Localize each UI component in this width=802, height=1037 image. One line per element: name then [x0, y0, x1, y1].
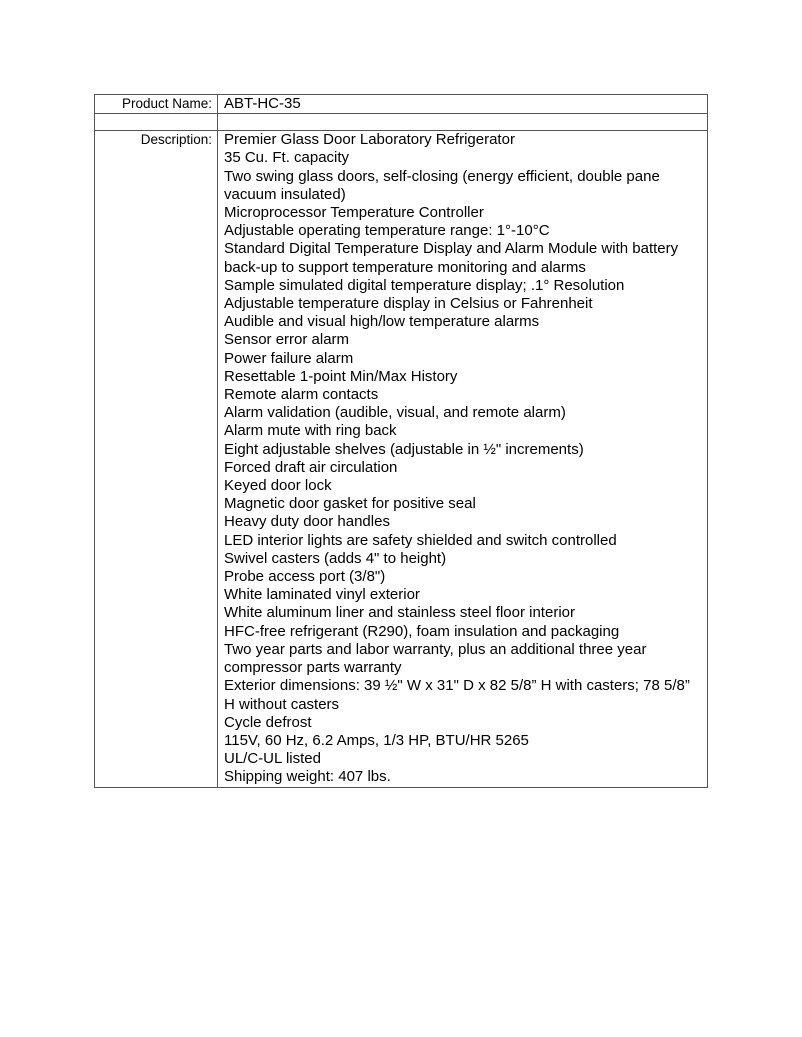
description-line: Eight adjustable shelves (adjustable in ½" increments): [224, 440, 584, 458]
description-list: [224, 131, 703, 786]
description-label: Description:: [95, 131, 218, 787]
description-line: HFC-free refrigerant (R290), foam insulation and packaging: [224, 622, 620, 640]
product-spec-table: [94, 94, 708, 788]
description-line: Resettable 1-point Min/Max History: [224, 367, 458, 385]
description-line: Two swing glass doors, self-closing (energy efficient, double pane vacuum insulated): [224, 167, 660, 203]
description-line: Adjustable operating temperature range: 1°-10°C: [224, 222, 550, 240]
description-cell: [218, 131, 708, 787]
product-name-row: [95, 95, 708, 114]
description-line: Cycle defrost: [224, 713, 312, 731]
spacer-cell-value: [218, 114, 708, 131]
description-line: Heavy duty door handles: [224, 513, 390, 531]
description-line: Premier Glass Door Laboratory Refrigerator: [224, 131, 515, 149]
description-line: Standard Digital Temperature Display and Alarm Module with battery back-up to support temperature monitoring and alarms: [224, 240, 679, 276]
description-line: Microprocessor Temperature Controller: [224, 204, 484, 222]
description-line: UL/C-UL listed: [224, 750, 321, 768]
description-line: Exterior dimensions: 39 ½" W x 31" D x 82 5/8” H with casters; 78 5/8” H without casters: [224, 677, 690, 713]
description-line: Probe access port (3/8"): [224, 568, 386, 586]
description-line: Power failure alarm: [224, 349, 354, 367]
description-line: Alarm mute with ring back: [224, 422, 397, 440]
description-line: 35 Cu. Ft. capacity: [224, 149, 350, 167]
spacer-row: [95, 114, 708, 131]
description-line: LED interior lights are safety shielded and switch controlled: [224, 531, 617, 549]
description-line: Sample simulated digital temperature display; .1° Resolution: [224, 276, 625, 294]
description-line: Magnetic door gasket for positive seal: [224, 495, 476, 513]
description-line: Shipping weight: 407 lbs.: [224, 768, 391, 786]
description-line: White laminated vinyl exterior: [224, 586, 420, 604]
description-line: Keyed door lock: [224, 477, 332, 495]
description-row: [95, 131, 708, 787]
product-name-value: ABT-HC-35: [218, 95, 708, 114]
description-line: Remote alarm contacts: [224, 386, 379, 404]
description-line: Alarm validation (audible, visual, and remote alarm): [224, 404, 566, 422]
description-line: Sensor error alarm: [224, 331, 350, 349]
description-line: Swivel casters (adds 4" to height): [224, 549, 447, 567]
product-name-label: Product Name:: [95, 95, 218, 114]
description-line: White aluminum liner and stainless steel floor interior: [224, 604, 575, 622]
description-line: Adjustable temperature display in Celsius or Fahrenheit: [224, 295, 593, 313]
spacer-cell-label: [95, 114, 218, 131]
description-line: 115V, 60 Hz, 6.2 Amps, 1/3 HP, BTU/HR 5265: [224, 731, 529, 749]
description-line: Audible and visual high/low temperature alarms: [224, 313, 540, 331]
description-line: Forced draft air circulation: [224, 458, 398, 476]
description-line: Two year parts and labor warranty, plus an additional three year compressor parts warranty: [224, 640, 647, 677]
